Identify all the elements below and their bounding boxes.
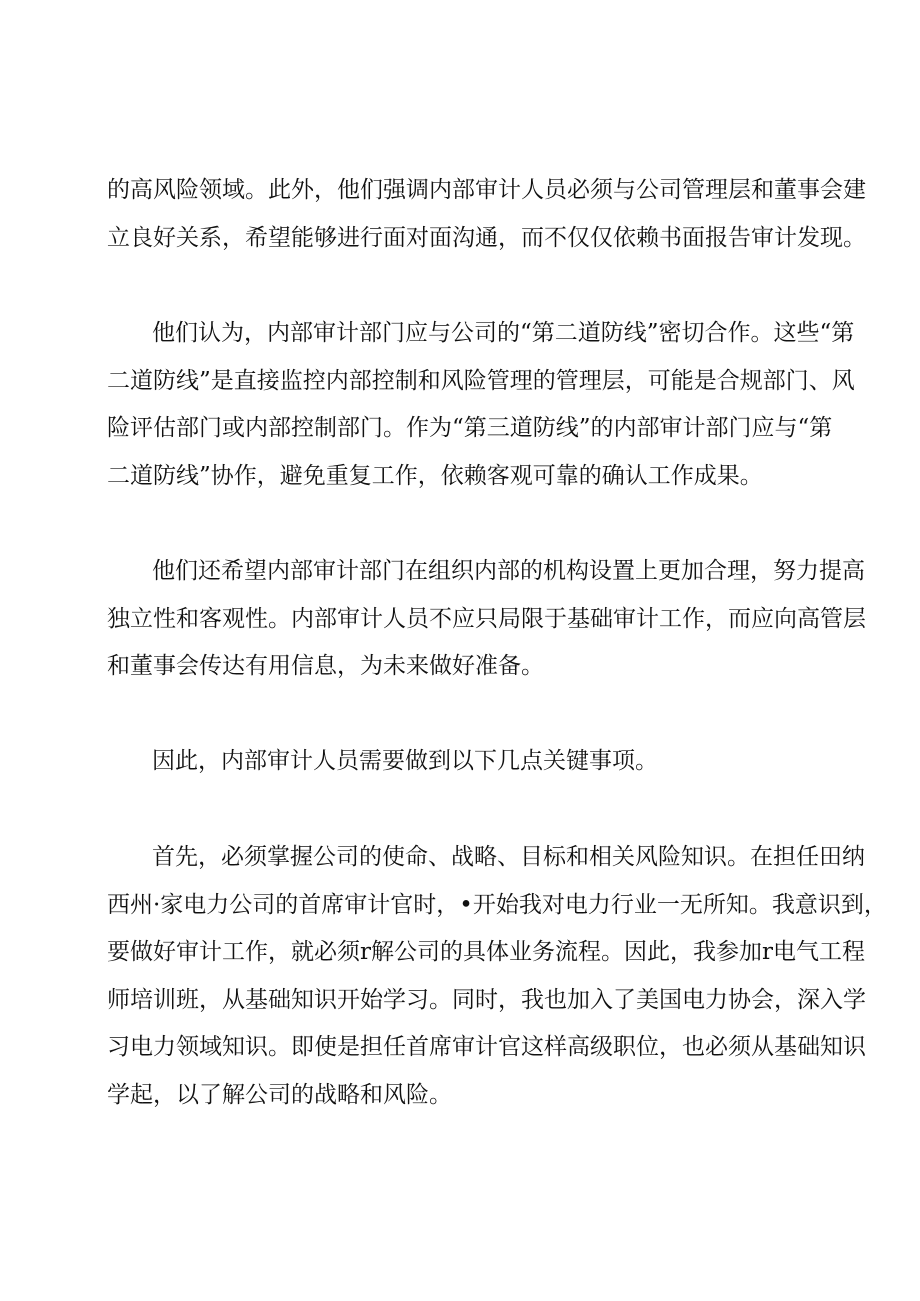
paragraph-line: 二道防线”是直接监控内部控制和风险管理的管理层，可能是合规部门、风 xyxy=(107,367,855,394)
paragraph-line: 因此，内部审计人员需要做到以下几点关键事项。 xyxy=(152,748,658,774)
paragraph-4 xyxy=(107,738,827,786)
paragraph-line: 他们还希望内部审计部门在组织内部的机构设置上更加合理，努力提高 xyxy=(152,558,865,584)
paragraph-3 xyxy=(107,548,866,691)
paragraph-5 xyxy=(107,834,887,1119)
paragraph-2 xyxy=(107,310,855,500)
paragraph-1 xyxy=(107,167,866,262)
paragraph-line: 独立性和客观性。内部审计人员不应只局限于基础审计工作，而应向高管层 xyxy=(107,605,866,632)
paragraph-line: 险评估部门或内部控制部门。作为“第三道防线”的内部审计部门应与“第 xyxy=(107,415,833,441)
paragraph-line: 二道防线”协作，避免重复工作，依赖客观可靠的确认工作成果。 xyxy=(107,462,763,489)
paragraph-line: 他们认为，内部审计部门应与公司的“第二道防线”密切合作。这些“第 xyxy=(152,320,855,346)
paragraph-line: 学起，以了解公司的战略和风险。 xyxy=(107,1081,452,1108)
paragraph-line: 首先，必须掌握公司的使命、战略、目标和相关风险知识。在担任田纳 xyxy=(152,844,865,870)
paragraph-line: 的高风险领域。此外，他们强调内部审计人员必须与公司管理层和董事会建 xyxy=(107,177,866,203)
paragraph-line: 立良好关系，希望能够进行面对面沟通，而不仅仅依赖书面报告审计发现。 xyxy=(107,224,866,251)
paragraph-line: 西州·家电力公司的首席审计官时，•开始我对电力行业一无所知。我意识到， xyxy=(107,891,887,918)
paragraph-line: 要做好审计工作，就必须r解公司的具体业务流程。因此，我参加r电气工程 xyxy=(107,939,865,965)
paragraph-line: 习电力领域知识。即使是担任首席审计官这样高级职位，也必须从基础知识 xyxy=(107,1034,866,1060)
paragraph-line: 和董事会传达有用信息，为未来做好准备。 xyxy=(107,653,544,679)
paragraph-line: 师培训班，从基础知识开始学习。同时，我也加入了美国电力协会，深入学 xyxy=(107,986,866,1013)
